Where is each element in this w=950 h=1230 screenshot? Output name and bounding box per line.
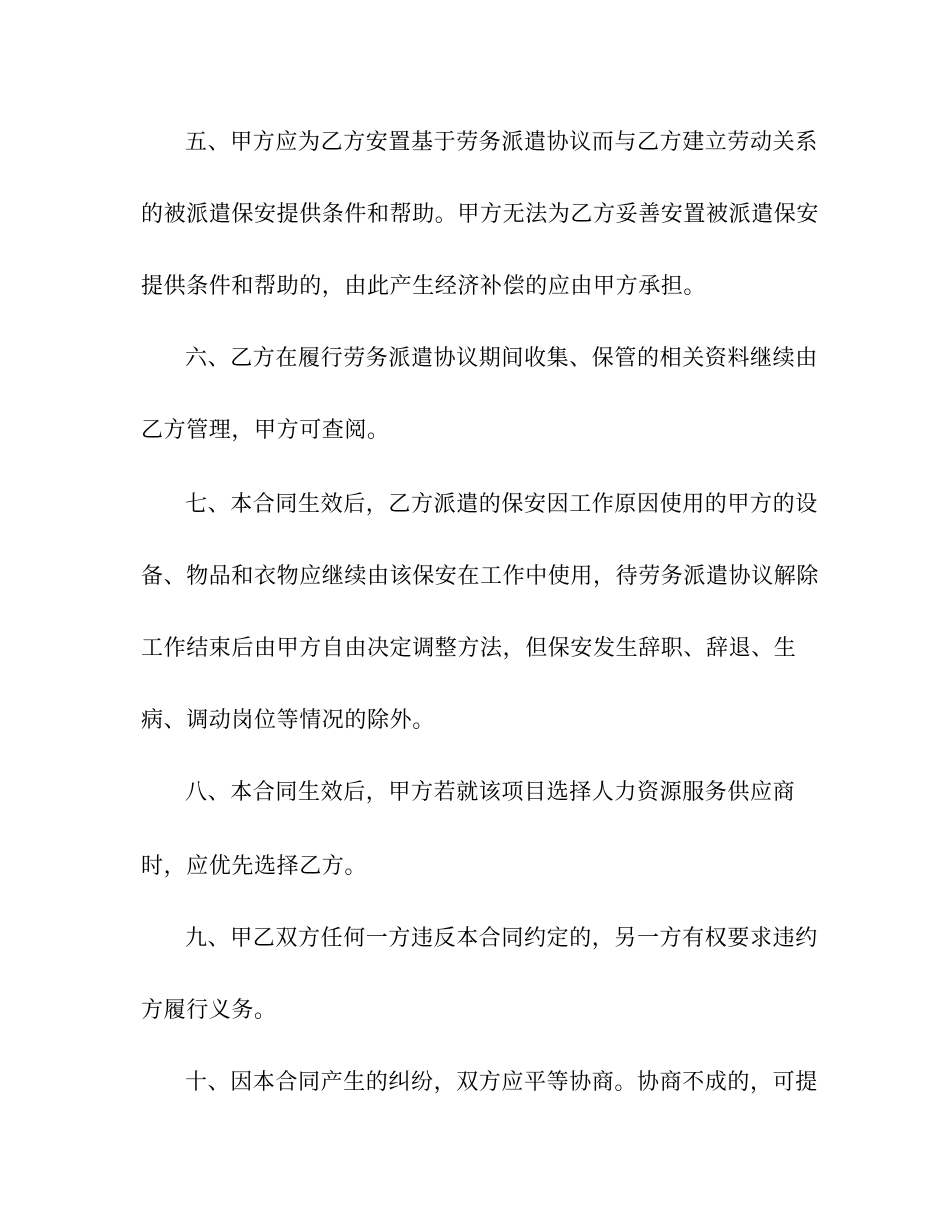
clause-6-line-1: 六、乙方在履行劳务派遣协议期间收集、保管的相关资料继续由 <box>185 346 818 371</box>
clause-6-line-2: 乙方管理，甲方可查阅。 <box>141 418 390 443</box>
clause-10-line-1: 十、因本合同产生的纠纷，双方应平等协商。协商不成的，可提 <box>185 1070 818 1095</box>
clause-7-line-1: 七、本合同生效后，乙方派遣的保安因工作原因使用的甲方的设 <box>185 492 818 517</box>
clause-7-line-4: 病、调动岗位等情况的除外。 <box>141 708 435 733</box>
clause-5-line-3: 提供条件和帮助的，由此产生经济补偿的应由甲方承担。 <box>141 274 707 299</box>
clause-8-line-1: 八、本合同生效后，甲方若就该项目选择人力资源服务供应商 <box>185 780 796 805</box>
clause-5-line-2: 的被派遣保安提供条件和帮助。甲方无法为乙方妥善安置被派遣保安 <box>141 202 820 227</box>
clause-7-line-3: 工作结束后由甲方自由决定调整方法，但保安发生辞职、辞退、生 <box>141 636 797 661</box>
clause-8-line-2: 时，应优先选择乙方。 <box>141 854 368 879</box>
clause-9-line-1: 九、甲乙双方任何一方违反本合同约定的，另一方有权要求违约 <box>185 926 818 951</box>
clause-5-line-1: 五、甲方应为乙方安置基于劳务派遣协议而与乙方建立劳动关系 <box>185 130 818 155</box>
clause-7-line-2: 备、物品和衣物应继续由该保安在工作中使用，待劳务派遣协议解除 <box>141 564 820 589</box>
clause-9-line-2: 方履行义务。 <box>141 998 277 1023</box>
